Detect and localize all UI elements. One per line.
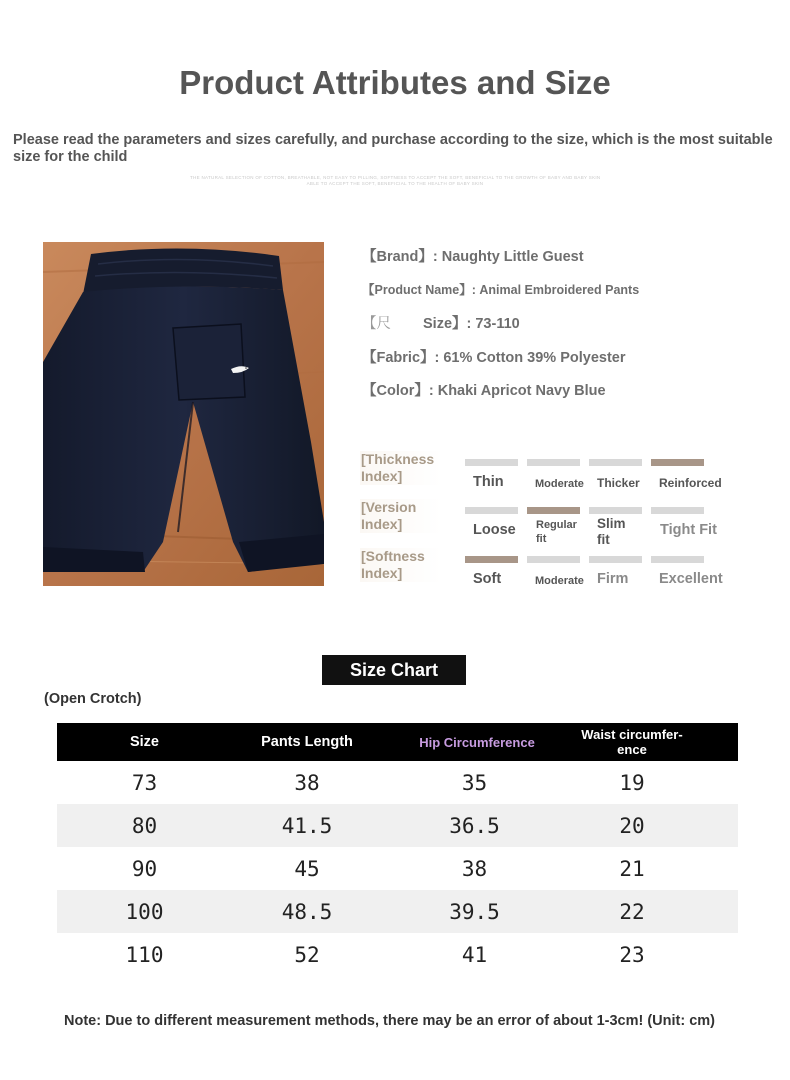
size-chart-heading: Size Chart <box>322 655 466 685</box>
cell-pants-length: 52 <box>294 942 320 967</box>
header-pants-length: Pants Length <box>261 733 353 750</box>
thickness-bar-4 <box>651 459 704 466</box>
cell-pants-length: 41.5 <box>281 813 333 838</box>
thickness-bar-1 <box>465 459 518 466</box>
table-row <box>57 933 738 976</box>
table-row <box>57 804 738 847</box>
intro-text: Please read the parameters and sizes carefully, and purchase according to the size, which is the most suitable size for the child <box>13 132 773 165</box>
cell-hip: 39.5 <box>449 899 500 924</box>
softness-bar-1 <box>465 556 518 563</box>
softness-bar-3 <box>589 556 642 563</box>
header-size: Size <box>129 733 159 750</box>
cell-hip: 36.5 <box>449 813 500 838</box>
product-photo <box>43 242 324 586</box>
attr-brand: 【Brand】: Naughty Little Guest <box>362 249 584 265</box>
cell-size: 73 <box>131 770 158 795</box>
cell-size: 80 <box>131 813 158 838</box>
measurement-note: Note: Due to different measurement methods, there may be an error of about 1-3cm! (Unit: cm) <box>64 1013 715 1029</box>
cell-size: 90 <box>131 856 158 881</box>
attr-size: 【尺 Size】: 73-110 <box>362 316 520 332</box>
fine-print-line-2: ABLE TO ACCEPT THE SOFT, BENEFICIAL TO THE HEALTH OF BABY SKIN <box>306 181 484 186</box>
size-table <box>57 723 738 976</box>
softness-index-label: [Softness Index] <box>360 548 442 582</box>
header-waist-circumference: Waist circumfer-ence <box>581 727 683 757</box>
header-hip-circumference: Hip Circumference <box>419 734 535 750</box>
version-option-tight-fit: Tight Fit <box>660 522 717 538</box>
table-row <box>57 890 738 933</box>
version-index-label: [Version Index] <box>360 499 442 533</box>
open-crotch-note: (Open Crotch) <box>44 691 142 707</box>
cell-hip: 41 <box>461 942 488 967</box>
version-bar-1 <box>465 507 518 514</box>
thickness-bar-3 <box>589 459 642 466</box>
thickness-option-moderate: Moderate <box>535 478 584 490</box>
softness-option-excellent: Excellent <box>659 571 723 587</box>
softness-bar-4 <box>651 556 704 563</box>
cell-waist: 23 <box>619 942 645 967</box>
cell-waist: 19 <box>619 770 645 795</box>
cell-pants-length: 45 <box>294 856 320 881</box>
thickness-option-thin: Thin <box>473 474 504 490</box>
thickness-option-reinforced: Reinforced <box>659 476 722 490</box>
softness-option-soft: Soft <box>473 571 502 587</box>
thickness-option-thicker: Thicker <box>597 476 640 490</box>
cell-waist: 21 <box>619 856 645 881</box>
version-bar-3 <box>589 507 642 514</box>
thickness-bar-2 <box>527 459 580 466</box>
version-bar-2 <box>527 507 580 514</box>
cell-size: 100 <box>125 899 164 924</box>
table-row <box>57 847 738 890</box>
softness-bar-2 <box>527 556 580 563</box>
attr-color: 【Color】: Khaki Apricot Navy Blue <box>362 383 606 399</box>
size-table-header <box>57 723 738 761</box>
version-option-slim-fit: Slim fit <box>597 516 626 547</box>
cell-waist: 20 <box>619 813 645 838</box>
softness-option-firm: Firm <box>597 571 629 587</box>
version-bar-4 <box>651 507 704 514</box>
version-option-loose: Loose <box>473 522 516 538</box>
attr-product-name: 【Product Name】: Animal Embroidered Pants <box>362 283 640 297</box>
cell-pants-length: 38 <box>294 770 320 795</box>
cell-size: 110 <box>125 942 164 967</box>
version-option-regular-fit: Regular fit <box>536 519 577 545</box>
softness-option-moderate: Moderate <box>535 575 584 587</box>
cell-waist: 22 <box>619 899 645 924</box>
page-title: Product Attributes and Size <box>179 64 611 101</box>
table-row <box>57 761 738 804</box>
cell-hip: 35 <box>461 770 488 795</box>
fine-print-line-1: THE NATURAL SELECTION OF COTTON, BREATHABLE, NOT EASY TO PILLING, SOFTNESS TO ACCEPT THE SOFT, BENEFICIAL TO THE GROWTH OF BABY AND BABY SKIN <box>190 175 600 180</box>
cell-pants-length: 48.5 <box>281 899 333 924</box>
attr-fabric: 【Fabric】: 61% Cotton 39% Polyester <box>362 350 626 366</box>
cell-hip: 38 <box>461 856 488 881</box>
thickness-index-label: [Thickness Index] <box>360 451 442 485</box>
